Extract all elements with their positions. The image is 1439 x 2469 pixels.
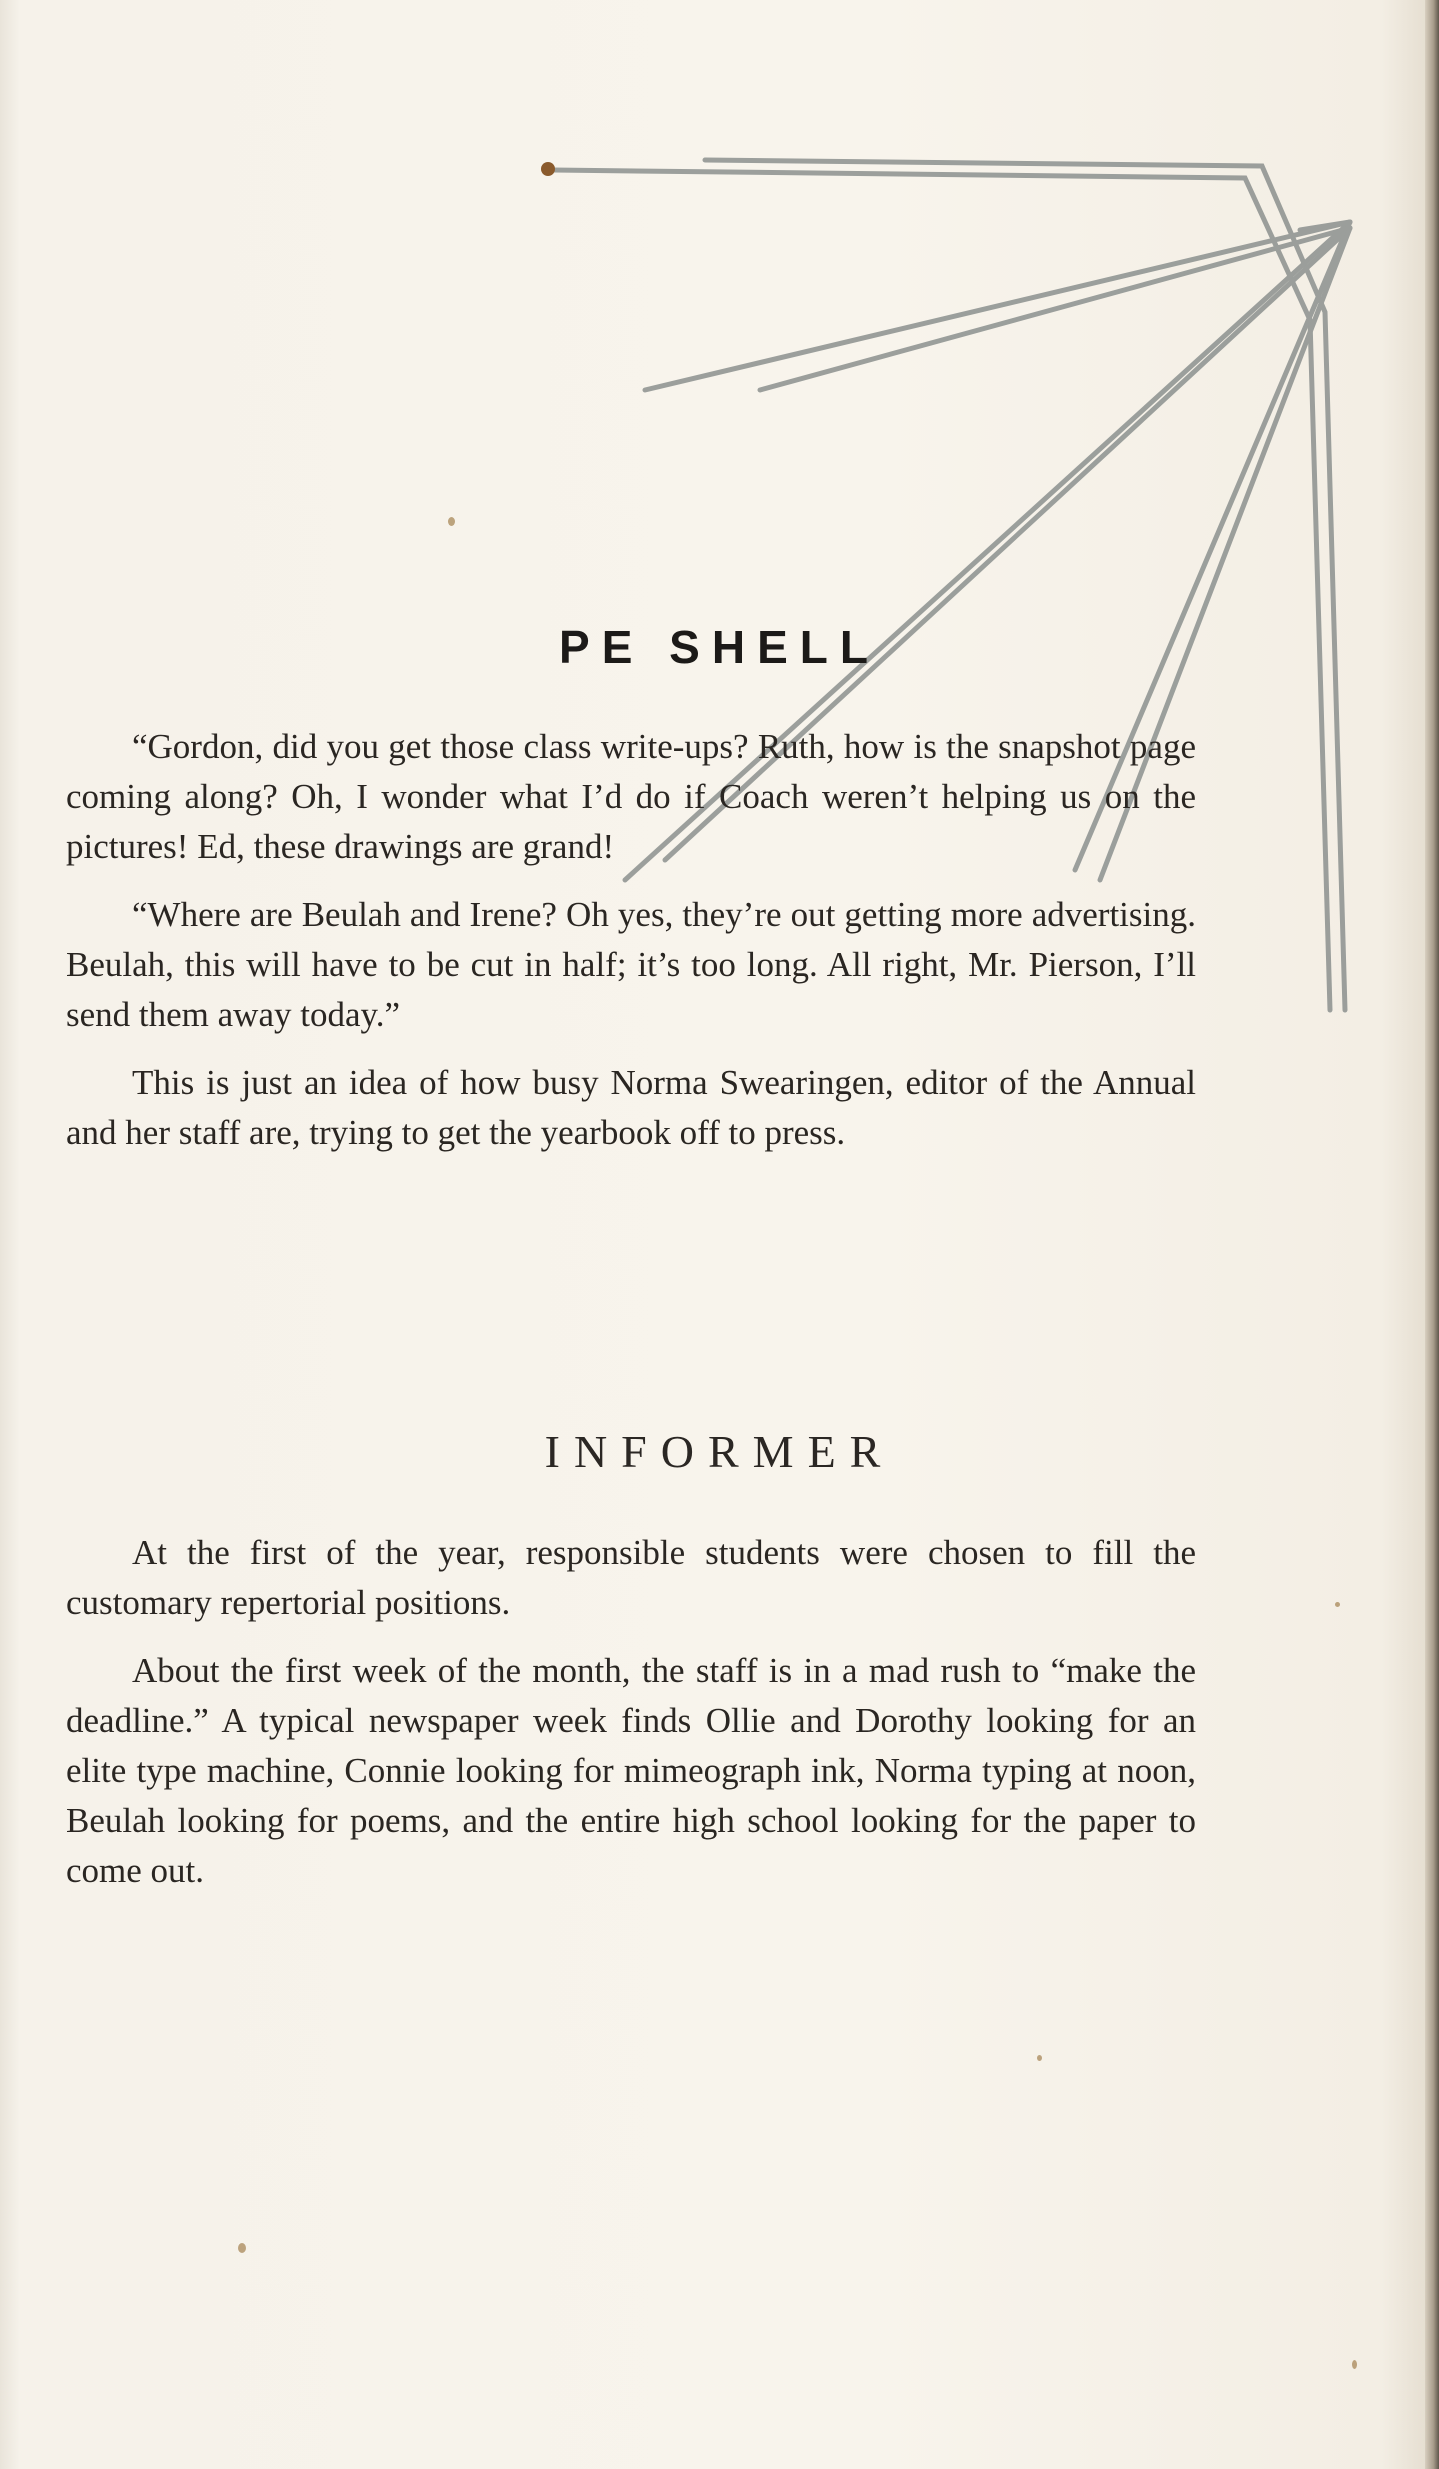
paper-speck (1335, 1602, 1340, 1607)
paragraph: “Gordon, did you get those class write-ups? Ruth, how is the snapshot page coming along? Oh, I wonder what I’d do if Coach weren’t helping us on the pictures! Ed, these drawings are grand! (66, 727, 1196, 866)
section-body-informer (66, 1528, 1196, 1914)
paragraph: At the first of the year, responsible students were chosen to fill the customary repertorial positions. (66, 1533, 1196, 1622)
paragraph: This is just an idea of how busy Norma Swearingen, editor of the Annual and her staff are, trying to get the yearbook off to press. (66, 1063, 1196, 1152)
paragraph: “Where are Beulah and Irene? Oh yes, they’re out getting more advertising. Beulah, this will have to be cut in half; it’s too long. All right, Mr. Pierson, I’ll send them away today.” (66, 895, 1196, 1034)
paper-speck (448, 517, 455, 526)
page-edge-shadow (1425, 0, 1439, 2469)
paper-speck (1037, 2055, 1042, 2061)
section-heading-informer: INFORMER (544, 1426, 895, 1477)
section-heading-pe-shell: PE SHELL (559, 621, 880, 673)
paper-speck (1352, 2360, 1357, 2369)
section-body-pe-shell (66, 722, 1196, 1176)
paragraph: About the first week of the month, the staff is in a mad rush to “make the deadline.” A typical newspaper week finds Ollie and Dorothy looking for an elite type machine, Connie looking for mimeograph ink, Norma typing at noon, Beulah looking for poems, and the entire high school looking for the paper to come out. (66, 1651, 1196, 1890)
paper-speck (238, 2243, 246, 2253)
